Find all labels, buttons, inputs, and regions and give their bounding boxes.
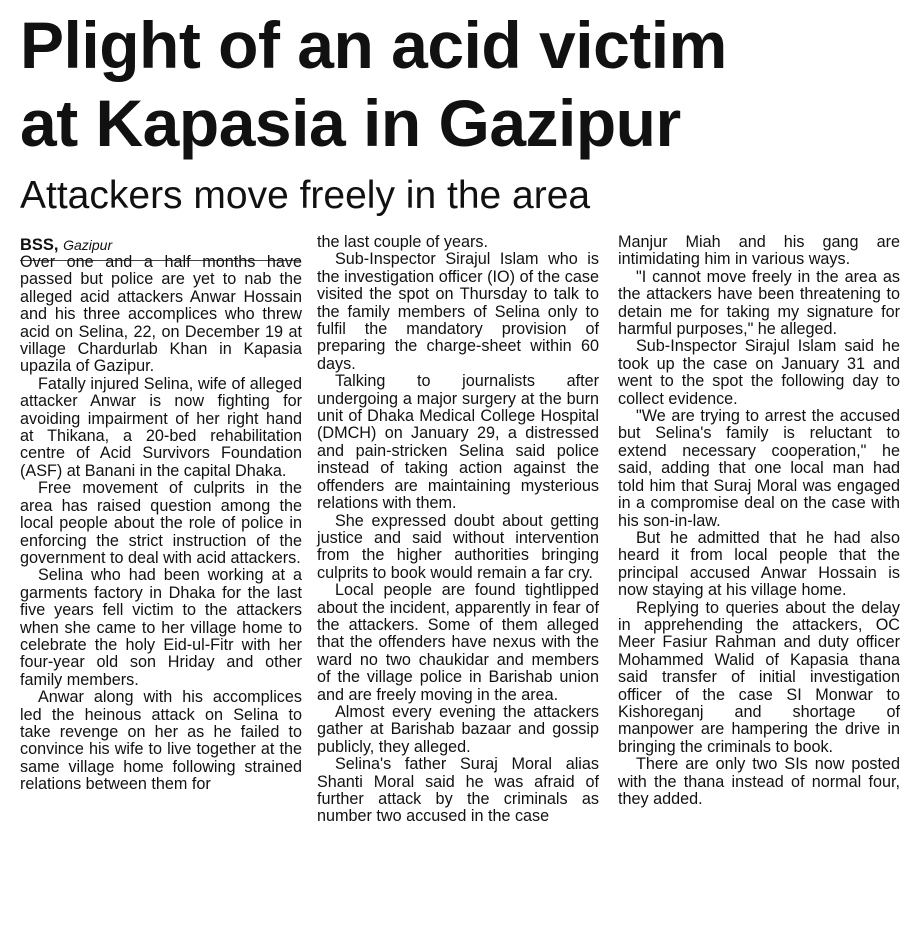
paragraph: Talking to journalists after undergoing a major surgery at the burn unit of Dhaka Medical College Hospital (DMCH) on January 29, a distressed and pain-stricken Selina said police instead of taking action against the offenders are maintaining mysterious relations with them. — [317, 372, 599, 513]
paragraph: Sub-Inspector Sirajul Islam who is the investigation officer (IO) of the case visited the spot on Thursday to talk to the family members of Selina only to fulfil the mandatory provision of preparing the charge-sheet within 60 days. — [317, 250, 599, 373]
headline-line-1: Plight of an acid victim — [20, 8, 727, 82]
paragraph: Local people are found tightlipped about the incident, apparently in fear of the attackers. Some of them alleged that the offenders have nexus with the ward no two chaukidar and members of the village police in Barishab union and are freely moving in the area. — [317, 581, 599, 704]
byline — [20, 236, 302, 254]
article-column-3 — [618, 234, 900, 808]
paragraph: Fatally injured Selina, wife of alleged attacker Anwar is now fighting for avoiding impairment of her right hand at Thikana, a 20-bed rehabilitation centre of Acid Survivors Foundation (ASF) at Banani in the capital Dhaka. — [20, 374, 302, 480]
paragraph: Free movement of culprits in the area has raised question among the local people about the role of police in enforcing the strict instruction of the government to deal with acid attackers. — [20, 479, 302, 567]
byline-location: Gazipur — [63, 237, 113, 253]
byline-agency: BSS, — [20, 236, 59, 254]
paragraph: "We are trying to arrest the accused but Selina's family is reluctant to extend necessary cooperation," he said, adding that one local man had told him that Suraj Moral was engaged in a compromise deal on the case with his son-in-law. — [618, 407, 900, 530]
paragraph: Anwar along with his accomplices led the heinous attack on Selina to take revenge on her as he failed to convince his wife to live together at the same village home following strained relations between them for — [20, 688, 302, 794]
paragraph: There are only two SIs now posted with the thana instead of normal four, they added. — [618, 755, 900, 808]
article-column-2 — [317, 234, 599, 826]
paragraph: But he admitted that he had also heard it from local people that the principal accused Anwar Hossain is now staying at his village home. — [618, 528, 900, 600]
paragraph: Selina's father Suraj Moral alias Shanti Moral said he was afraid of further attack by the criminals as number two accused in the case — [317, 755, 599, 826]
paragraph: Sub-Inspector Sirajul Islam said he took up the case on January 31 and went to the spot the following day to collect evidence. — [618, 337, 900, 408]
paragraph: "I cannot move freely in the area as the attackers have been threatening to detain me for taking my signature for harmful purposes," he alleged. — [618, 267, 900, 339]
article-column-1 — [20, 236, 302, 794]
paragraph: Over one and a half months have passed but police are yet to nab the alleged acid attackers Anwar Hossain and his three accomplices who threw acid on Selina, 22, on December 19 at village Chardurlab Khan in Kapasia upazila of Gazipur. — [20, 253, 302, 376]
paragraph-continued: Manjur Miah and his gang are intimidating him in various ways. — [618, 233, 900, 269]
headline — [20, 6, 900, 162]
subheadline: Attackers move freely in the area — [20, 174, 591, 217]
paragraph: Almost every evening the attackers gather at Barishab bazaar and gossip publicly, they alleged. — [317, 702, 599, 756]
paragraph: Selina who had been working at a garments factory in Dhaka for the last five years fell victim to the attackers when she came to her village home to celebrate the holy Eid-ul-Fitr with her four-year old son Hriday and other family members. — [20, 566, 302, 689]
paragraph: She expressed doubt about getting justice and said without intervention from the higher authorities bringing culprits to book would remain a far cry. — [317, 511, 599, 582]
paragraph-continued: the last couple of years. — [317, 233, 488, 251]
paragraph: Replying to queries about the delay in apprehending the attackers, OC Meer Fasiur Rahman and duty officer Mohammed Walid of Kapasia thana said transfer of initial investigation officer of the case SI Monwar to Kishoreganj and shortage of manpower are hampering the drive in bringing the criminals to book. — [618, 598, 900, 756]
headline-line-2: at Kapasia in Gazipur — [20, 86, 681, 160]
